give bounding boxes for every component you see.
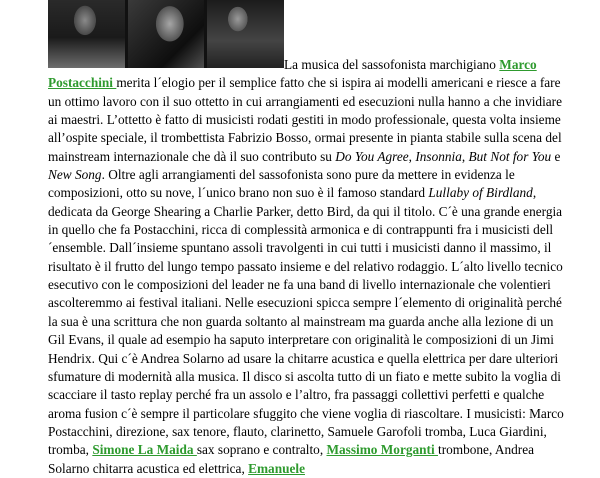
intro-text: La musica del sassofonista marchigiano [284, 57, 500, 72]
article-body [48, 56, 570, 478]
song-title: Lullaby of Birdland [428, 185, 533, 201]
separator-text: , [461, 148, 469, 164]
separator-text: e [551, 148, 561, 164]
paragraph-text: , dedicata da George Shearing a Charlie Parker, detto Bird, da qui il titolo. C´è una grande energia in quello che fa Postacchini, ricca di complessità armonica e di contrappunti fra i musicisti dell´ensemble. Dall´insieme spuntano assoli travolgenti in cui tutti i musicisti danno il massimo, il risultato è il frutto del lungo tempo passato insieme e del relativo rodaggio. L´alto livello tecnico esecutivo con le composizioni del leader ne fa una band di livello internazionale che volentieri ascolteremmo ai festival italiani. Nelle esecuzioni spicca sempre l´elemento di originalità perché la sua è una scrittura che non guarda soltanto al mainstream ma guarda anche alla lezione di un Gil Evans, il quale ad esempio ha saputo interpretare con originalità le composizioni di un Jimi Hendrix. Qui c´è Andrea Solarno ad usare la chitarre acustica e quella elettrica per dare ulteriori sfumature di modernità alla musica. Il disco si ascolta tutto di un fiato e mette subito la voglia di scacciare il tasto replay perché fra un assolo e l’altro, fra passaggi collettivi perfetti e qualche aroma fusion c´è sempre il particolare sfuggito che viene voglia di riascoltare. I musicisti: Marco Postacchini, direzione, sax tenore, flauto, clarinetto, Samuele Garofoli tromba, Luca Giardini, tromba, [48, 185, 564, 458]
paragraph-text: merita l´elogio per il semplice fatto che si ispira ai modelli americani e riesce a fare un ottimo lavoro con il suo ottetto in cui arrangiamenti ed esecuzioni nulla hanno a che invidiare ai maestri. L’ottetto è fatto di musicisti rodati gestiti in modo professionale, questa volta insieme all’ospite speciale, il trombettista Fabrizio Bosso, ormai presente in pianta stabile sulla scena del mainstream internazionale che dà il suo contributo su [48, 75, 562, 164]
image-spacer [48, 56, 284, 68]
paragraph-text: . Oltre agli arrangiamenti del sassofonista sono pure da mettere in evidenza le composizioni, otto su nove, l´unico brano non suo è il famoso standard [48, 167, 515, 201]
song-title: Insonnia [415, 148, 462, 164]
link-massimo-morganti[interactable]: Massimo Morganti [326, 442, 438, 458]
paragraph-text: trombone, Andrea Solarno chitarra acustica ed elettrica, [48, 442, 535, 476]
paragraph-text: sax soprano e contralto, [196, 442, 327, 458]
link-emanuele[interactable]: Emanuele [248, 460, 305, 476]
song-title: New Song [48, 167, 102, 183]
separator-text: , [408, 148, 416, 164]
song-title: Do You Agree [335, 148, 409, 164]
song-title: But Not for You [468, 148, 552, 164]
link-marco-postacchini[interactable]: Marco Postacchini [48, 57, 537, 91]
link-simone-la-maida[interactable]: Simone La Maida [92, 442, 197, 458]
